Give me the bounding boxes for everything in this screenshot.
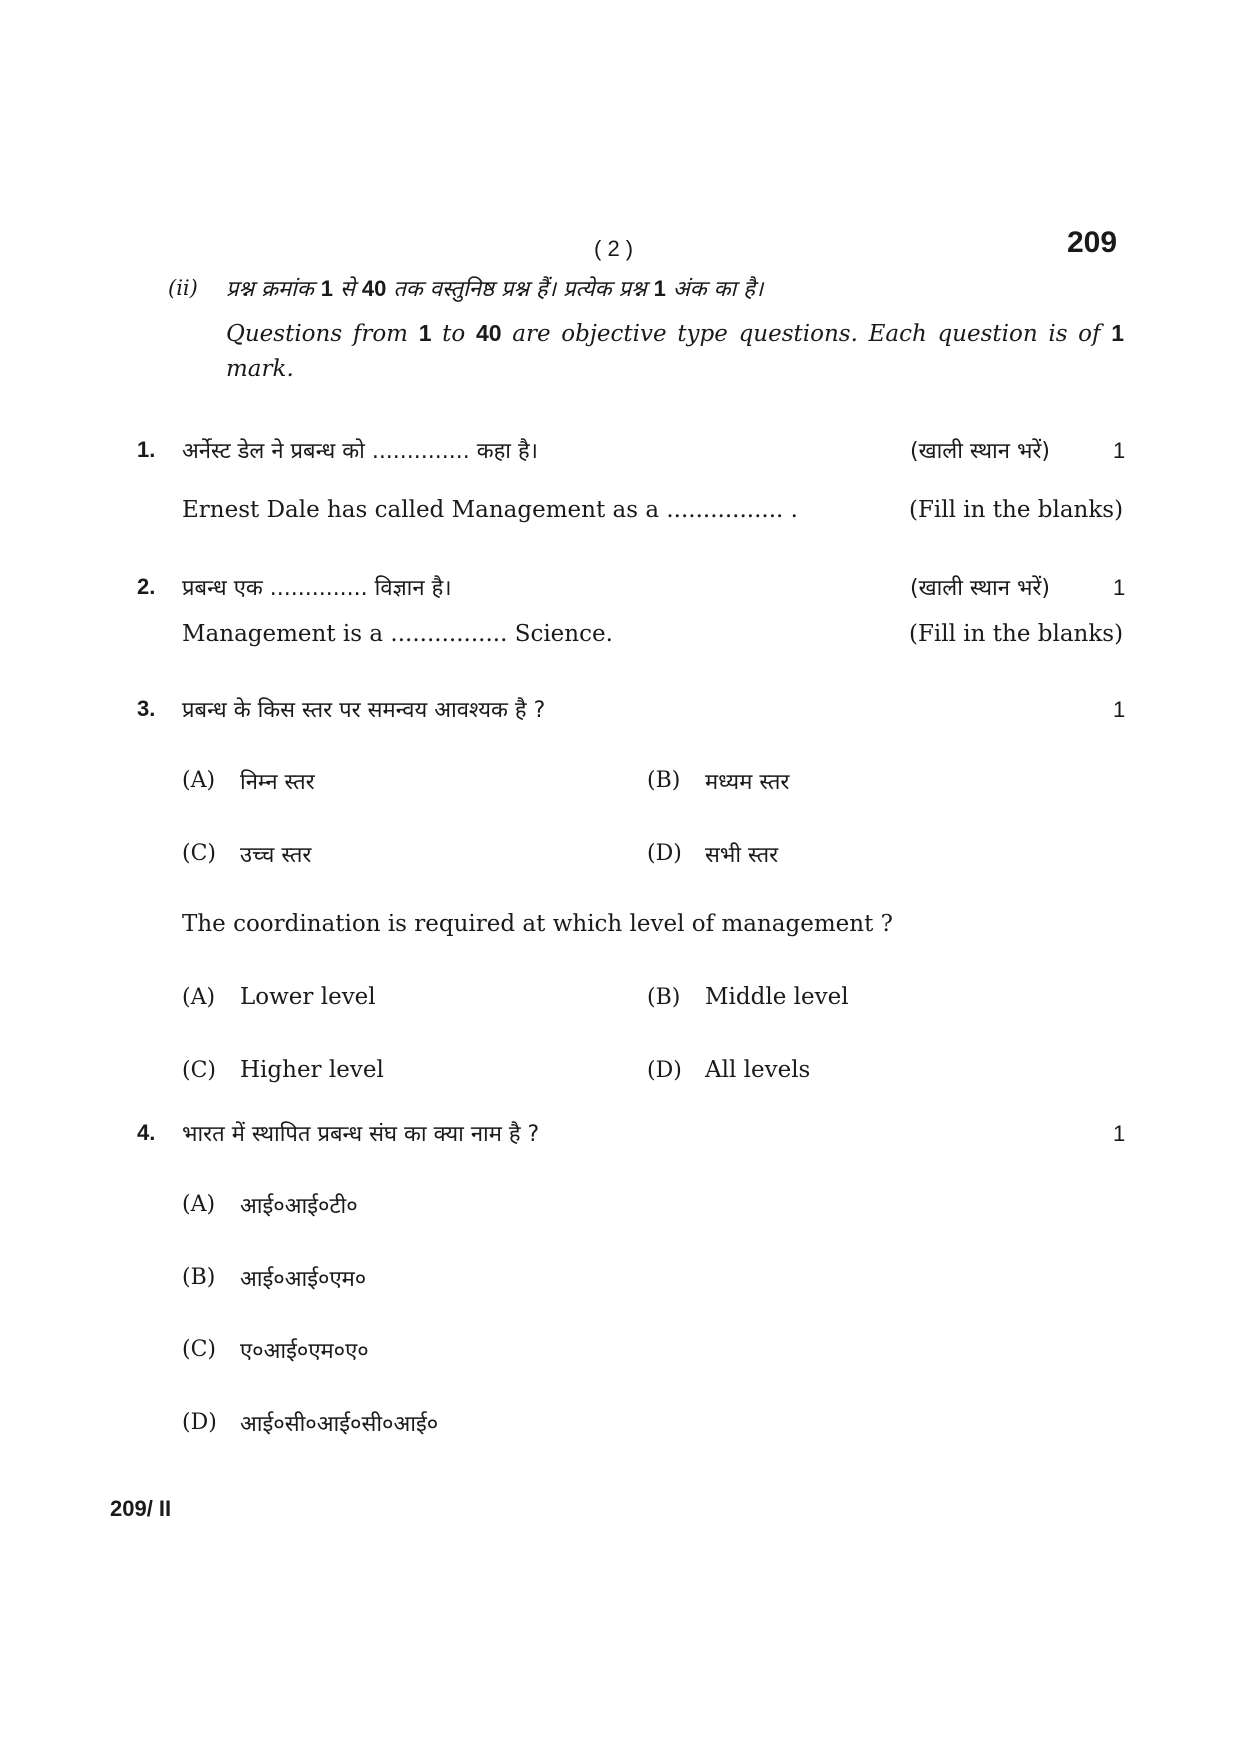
question-text-english: Ernest Dale has called Management as a ................ . (182, 497, 798, 523)
option-letter: (A) (182, 1192, 216, 1217)
option-letter: (D) (647, 1058, 682, 1083)
option-text: आई०आई०एम० (240, 1267, 367, 1292)
option-text: Higher level (240, 1057, 384, 1083)
option-letter: (B) (182, 1265, 216, 1290)
option-text: All levels (705, 1057, 811, 1083)
option-text: Middle level (705, 984, 849, 1010)
instruction-english-cont: mark. (226, 356, 294, 382)
question-text-english: The coordination is required at which level of management ? (182, 911, 893, 937)
question-marks: 1 (1113, 697, 1126, 722)
option-text: निम्न स्तर (240, 770, 315, 795)
option-letter: (D) (647, 841, 682, 866)
instruction-hindi: प्रश्न क्रमांक 1 से 40 तक वस्तुनिष्ठ प्रश्न हैं। प्रत्येक प्रश्न 1 अंक का है। (226, 276, 764, 302)
option-letter: (C) (182, 1058, 216, 1083)
footer-code: 209/ II (110, 1496, 172, 1521)
question-marks: 1 (1113, 1121, 1126, 1146)
option-text: आई०सी०आई०सी०आई० (240, 1412, 439, 1437)
option-text: आई०आई०टी० (240, 1194, 358, 1219)
question-number: 2. (137, 574, 156, 599)
option-text: सभी स्तर (705, 843, 779, 868)
question-text-hindi: प्रबन्ध के किस स्तर पर समन्वय आवश्यक है ? (182, 698, 546, 723)
question-type-english: (Fill in the blanks) (909, 497, 1124, 523)
paper-code: 209 (1067, 226, 1118, 259)
option-letter: (C) (182, 1337, 216, 1362)
option-letter: (A) (182, 768, 216, 793)
option-text: उच्च स्तर (240, 843, 312, 868)
question-type-english: (Fill in the blanks) (909, 621, 1124, 647)
option-text: ए०आई०एम०ए० (240, 1339, 369, 1364)
question-marks: 1 (1113, 438, 1126, 463)
option-letter: (B) (647, 768, 681, 793)
option-letter: (B) (647, 985, 681, 1010)
option-letter: (C) (182, 841, 216, 866)
question-text-hindi: अर्नेस्ट डेल ने प्रबन्ध को .............. कहा है। (182, 439, 539, 464)
option-letter: (D) (182, 1410, 217, 1435)
question-marks: 1 (1113, 575, 1126, 600)
question-number: 4. (137, 1120, 156, 1145)
instruction-english: Questions from 1 to 40 are objective type questions. Each question is of 1 (226, 320, 1125, 347)
option-text: मध्यम स्तर (705, 770, 790, 795)
question-number: 1. (137, 437, 156, 462)
page-number: ( 2 ) (594, 236, 634, 261)
question-type-hindi: (खाली स्थान भरें) (910, 439, 1051, 464)
question-type-hindi: (खाली स्थान भरें) (910, 576, 1051, 601)
option-text: Lower level (240, 984, 376, 1010)
option-letter: (A) (182, 985, 216, 1010)
question-number: 3. (137, 696, 156, 721)
question-text-english: Management is a ................ Science. (182, 621, 613, 647)
question-text-hindi: प्रबन्ध एक .............. विज्ञान है। (182, 576, 452, 601)
instruction-roman: (ii) (168, 276, 198, 300)
question-text-hindi: भारत में स्थापित प्रबन्ध संघ का क्या नाम है ? (182, 1122, 540, 1147)
